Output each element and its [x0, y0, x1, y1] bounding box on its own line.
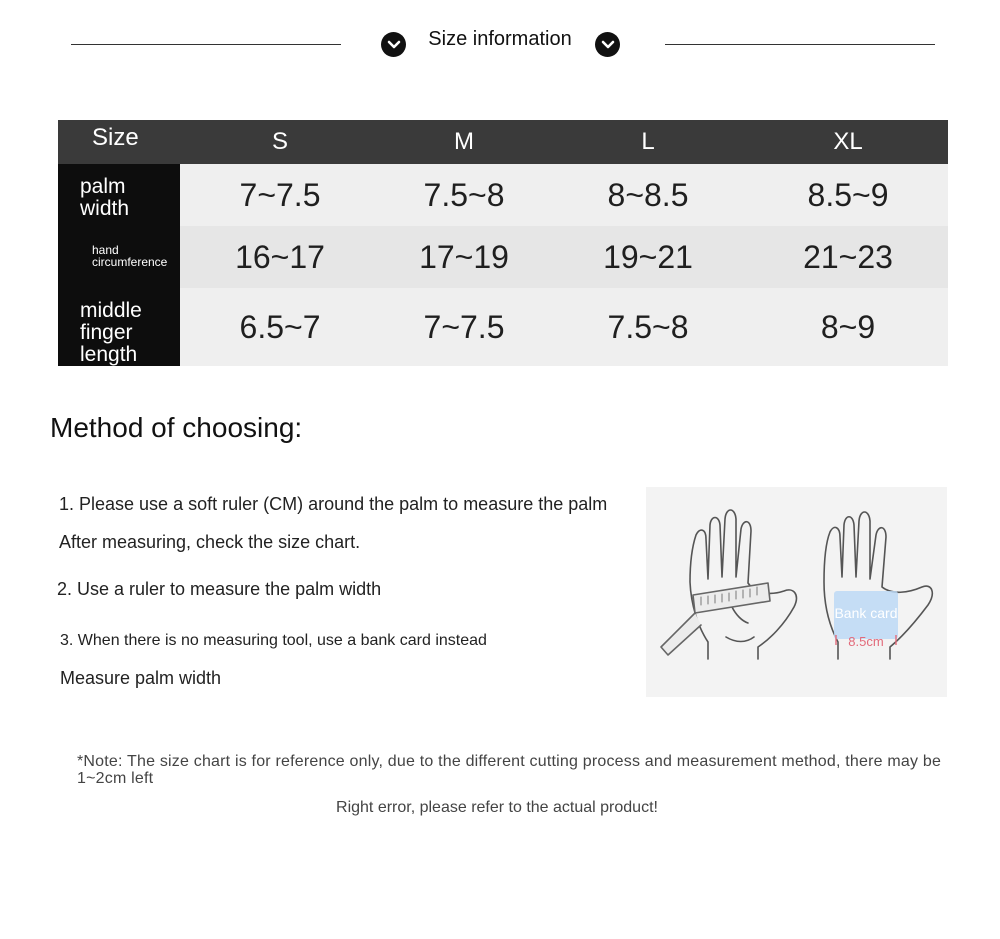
step-2: 2. Use a ruler to measure the palm width	[57, 579, 382, 599]
size-corner-label: Size	[92, 124, 139, 151]
row-label: palm width	[58, 164, 180, 226]
header-left-divider	[71, 44, 341, 45]
hands-drawing	[646, 487, 947, 697]
table-row-hand-circumference	[58, 226, 948, 288]
page-title: Size information	[428, 28, 572, 50]
table-cell: 7~7.5	[239, 176, 321, 213]
table-cell: 16~17	[235, 238, 325, 275]
table-cell: 7.5~8	[423, 176, 505, 213]
column-header-l: L	[641, 128, 655, 155]
size-note: *Note: The size chart is for reference only, due to the different cutting process and measurement method, there may be 1~2cm left	[77, 753, 942, 787]
measuring-tape	[693, 583, 770, 613]
table-cell: 8.5~9	[807, 176, 889, 213]
row-label: middle finger length	[58, 288, 180, 366]
size-note-error: Right error, please refer to the actual product!	[336, 799, 658, 816]
left-hand-outline	[690, 510, 796, 659]
hand-measurement-illustration	[646, 487, 947, 697]
size-chart-table	[58, 120, 948, 366]
step-3: 3. When there is no measuring tool, use a bank card instead	[60, 632, 487, 649]
table-row-middle-finger	[58, 288, 948, 366]
step-1-followup: After measuring, check the size chart.	[59, 532, 361, 552]
method-title: Method of choosing:	[50, 412, 303, 443]
column-header-m: M	[454, 128, 474, 155]
table-cell: 6.5~7	[239, 308, 321, 345]
row-label: hand circumference	[58, 226, 180, 288]
chevron-down-icon	[595, 32, 620, 57]
table-cell: 7.5~8	[607, 308, 689, 345]
table-cell: 19~21	[603, 238, 693, 275]
table-cell: 8~8.5	[607, 176, 689, 213]
table-cell: 7~7.5	[423, 308, 505, 345]
step-3-followup: Measure palm width	[60, 668, 222, 688]
table-cell: 8~9	[820, 308, 876, 345]
step-1: 1. Please use a soft ruler (CM) around the palm to measure the palm	[59, 494, 608, 514]
bank-card-label: Bank card	[834, 605, 898, 621]
table-header-row	[58, 120, 948, 164]
table-cell: 21~23	[803, 238, 893, 275]
table-row-palm-width	[58, 164, 948, 226]
column-header-xl: XL	[833, 128, 863, 155]
column-header-s: S	[271, 128, 288, 155]
table-cell: 17~19	[419, 238, 509, 275]
header-right-divider	[665, 44, 935, 45]
measure-label: 8.5cm	[848, 634, 884, 649]
chevron-down-icon	[381, 32, 406, 57]
